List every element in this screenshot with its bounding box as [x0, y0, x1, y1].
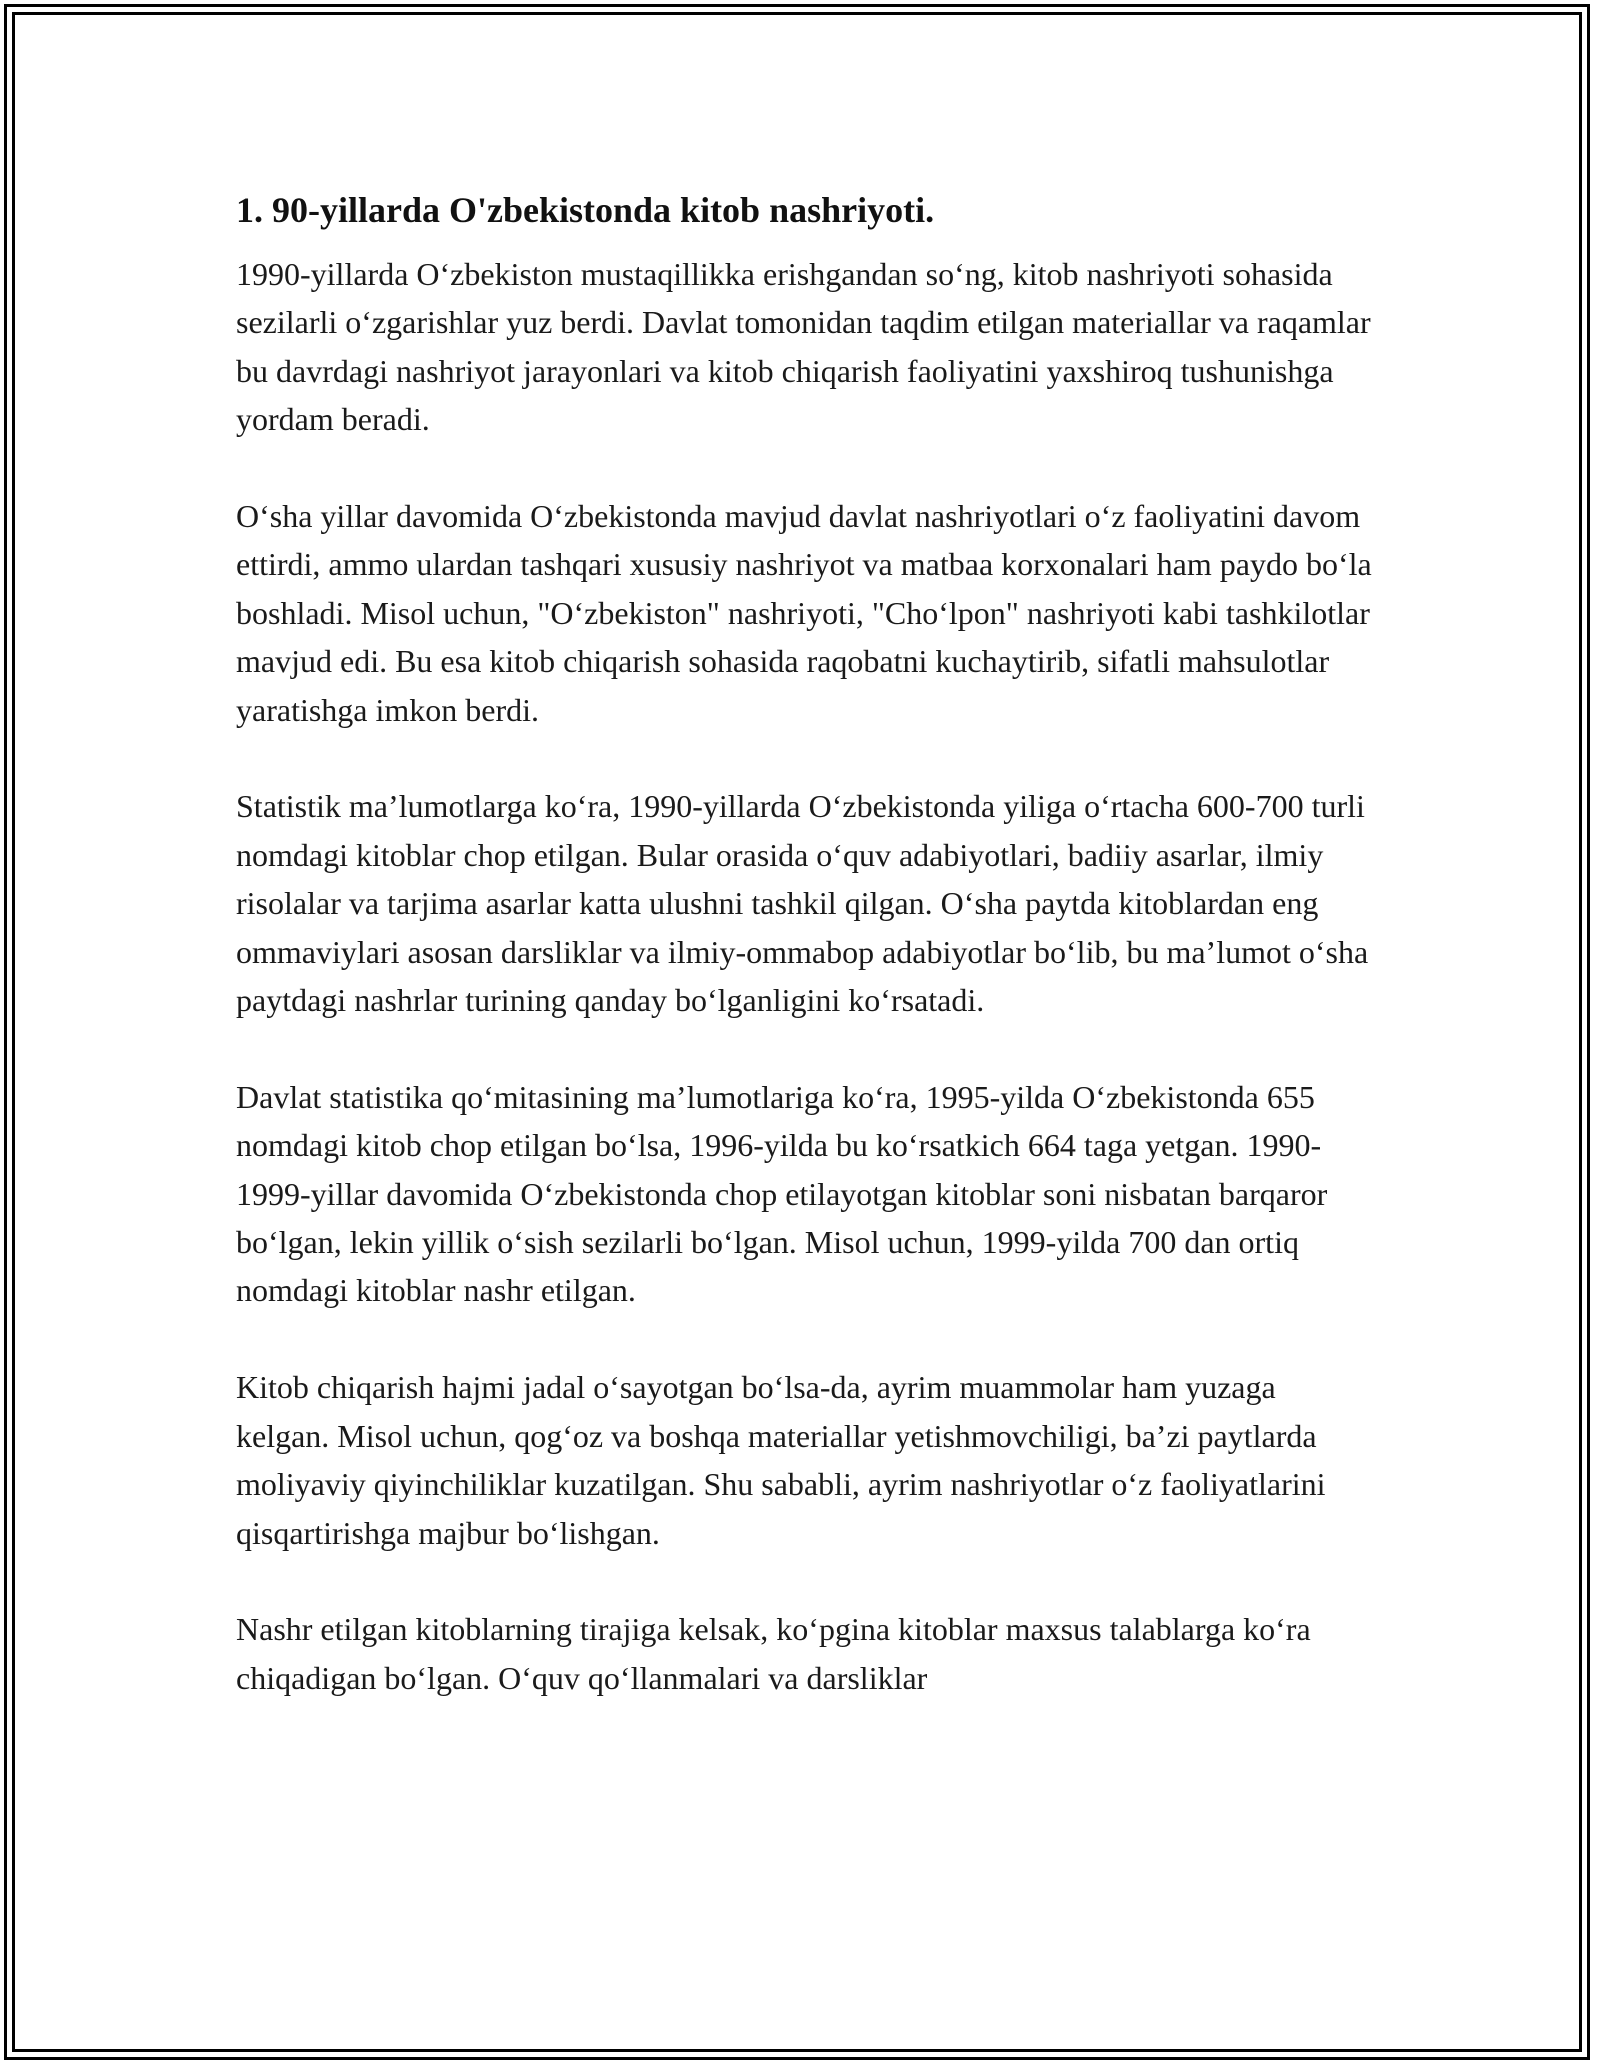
- paragraph-6: Nashr etilgan kitoblarning tirajiga kelsak, ko‘pgina kitoblar maxsus talablarga ko‘ra chiqadigan bo‘lgan. O‘quv qo‘llanmalari va darsliklar: [236, 1611, 1311, 1696]
- document-body: [236, 186, 1376, 1702]
- paragraph-3: Statistik ma’lumotlarga ko‘ra, 1990-yillarda O‘zbekistonda yiliga o‘rtacha 600-700 turli nomdagi kitoblar chop etilgan. Bular orasida o‘quv adabiyotlari, badiiy asarlar, ilmiy risolalar va tarjima asarlar katta ulushni tashkil qilgan. O‘sha paytda kitoblardan eng ommaviylari asosan darsliklar va ilmiy-ommabop adabiyotlar bo‘lib, bu ma’lumot o‘sha paytdagi nashrlar turining qanday bo‘lganligini ko‘rsatadi.: [236, 788, 1369, 1019]
- paragraph-2: O‘sha yillar davomida O‘zbekistonda mavjud davlat nashriyotlari o‘z faoliyatini davom ettirdi, ammo ulardan tashqari xususiy nashriyot va matbaa korxonalari ham paydo bo‘la boshladi. Misol uchun, "O‘zbekiston" nashriyoti, "Cho‘lpon" nashriyoti kabi tashkilotlar mavjud edi. Bu esa kitob chiqarish sohasida raqobatni kuchaytirib, sifatli mahsulotlar yaratishga imkon berdi.: [236, 498, 1372, 728]
- paragraph-4: Davlat statistika qo‘mitasining ma’lumotlariga ko‘ra, 1995-yilda O‘zbekistonda 655 nomdagi kitob chop etilgan bo‘lsa, 1996-yilda bu ko‘rsatkich 664 taga yetgan. 1990-1999-yillar davomida O‘zbekistonda chop etilayotgan kitoblar soni nisbatan barqaror bo‘lgan, lekin yillik o‘sish sezilarli bo‘lgan. Misol uchun, 1999-yilda 700 dan ortiq nomdagi kitoblar nashr etilgan.: [236, 1078, 1328, 1309]
- paragraph-1: 1990-yillarda O‘zbekiston mustaqillikka erishgandan so‘ng, kitob nashriyoti sohasida sezilarli o‘zgarishlar yuz berdi. Davlat tomonidan taqdim etilgan materiallar va raqamlar bu davrdagi nashriyot jarayonlari va kitob chiqarish faoliyatini yaxshiroq tushunishga yordam beradi.: [236, 256, 1371, 438]
- paragraph-5: Kitob chiqarish hajmi jadal o‘sayotgan bo‘lsa-da, ayrim muammolar ham yuzaga kelgan. Misol uchun, qog‘oz va boshqa materiallar yetishmovchiligi, ba’zi paytlarda moliyaviy qiyinchiliklar kuzatilgan. Shu sababli, ayrim nashriyotlar o‘z faoliyatlarini qisqartirishga majbur bo‘lishgan.: [236, 1369, 1326, 1551]
- section-heading: 1. 90-yillarda O'zbekistonda kitob nashriyoti.: [236, 190, 935, 230]
